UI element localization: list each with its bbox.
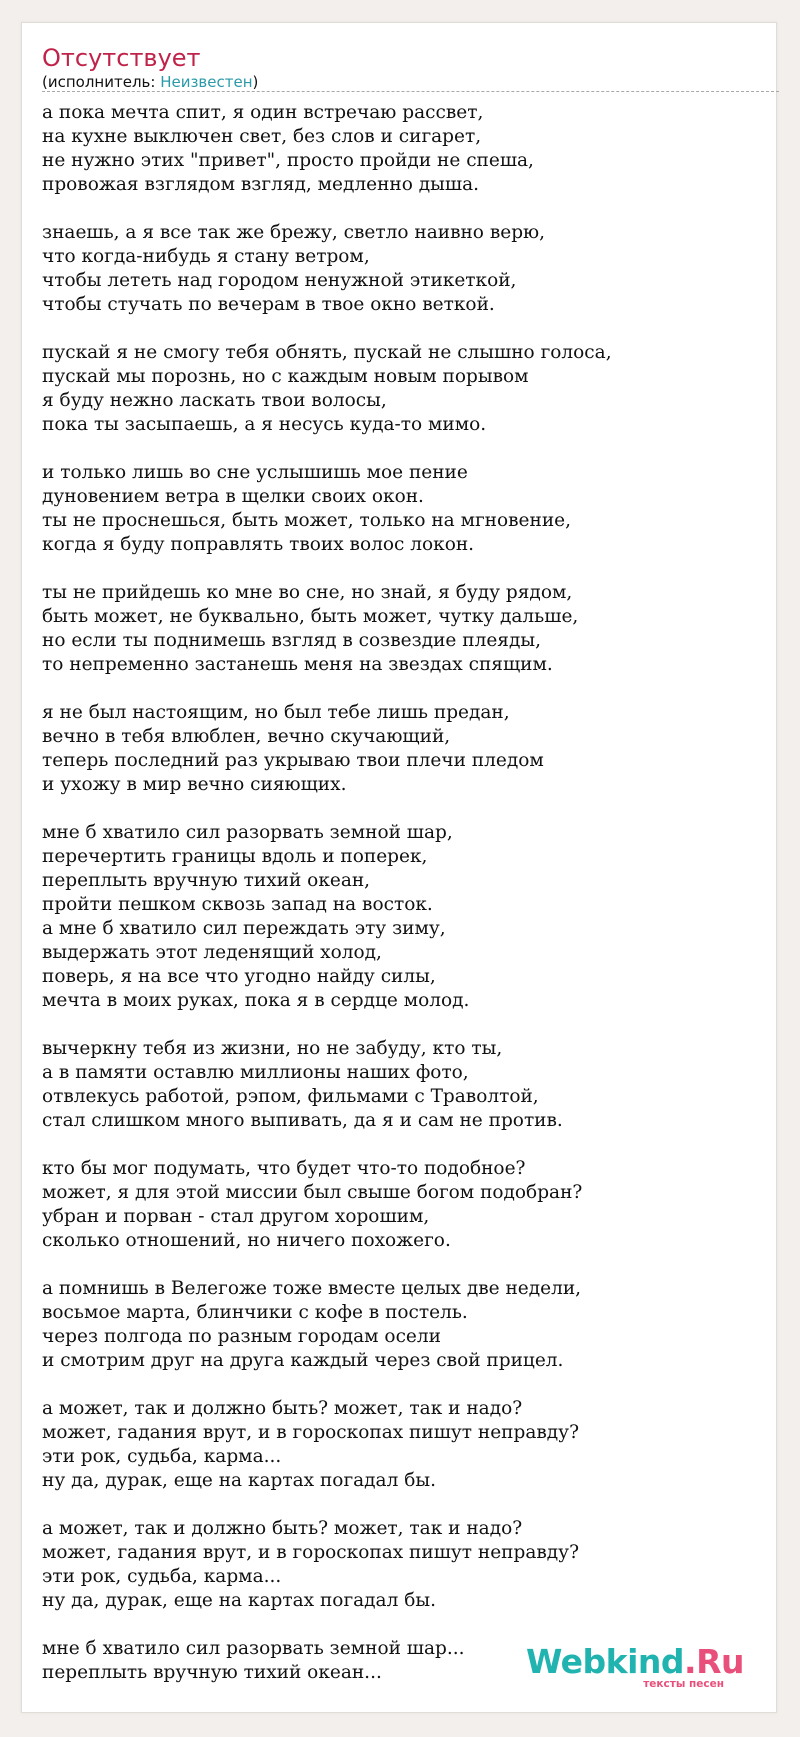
lyrics-line: быть может, не буквально, быть может, чутку дальше, bbox=[42, 606, 579, 627]
artist-suffix: ) bbox=[252, 73, 259, 91]
lyrics-line: ну да, дурак, еще на картах погадал бы. bbox=[42, 1470, 436, 1491]
lyrics-stanza bbox=[42, 341, 772, 437]
lyrics-line: я буду нежно ласкать твои волосы, bbox=[42, 390, 387, 411]
lyrics-line: и смотрим друг на друга каждый через свой прицел. bbox=[42, 1350, 564, 1371]
lyrics-stanza bbox=[42, 461, 772, 557]
lyrics-line: мне б хватило сил разорвать земной шар... bbox=[42, 1638, 465, 1659]
lyrics-line: эти рок, судьба, карма... bbox=[42, 1566, 282, 1587]
lyrics-line: перечертить границы вдоль и поперек, bbox=[42, 846, 428, 867]
logo-wordmark bbox=[526, 1644, 744, 1680]
lyrics-line: знаешь, а я все так же брежу, светло наивно верю, bbox=[42, 222, 546, 243]
lyrics-line: эти рок, судьба, карма... bbox=[42, 1446, 282, 1467]
lyrics-line: стал слишком много выпивать, да я и сам не против. bbox=[42, 1110, 563, 1131]
lyrics-line: восьмое марта, блинчики с кофе в постель. bbox=[42, 1302, 468, 1323]
lyrics-line: на кухне выключен свет, без слов и сигарет, bbox=[42, 126, 482, 147]
lyrics-line: и ухожу в мир вечно сияющих. bbox=[42, 774, 347, 795]
lyrics-line: пускай мы порознь, но с каждым новым порывом bbox=[42, 366, 529, 387]
lyrics-line: убран и порван - стал другом хорошим, bbox=[42, 1206, 430, 1227]
lyrics-line: что когда-нибудь я стану ветром, bbox=[42, 246, 370, 267]
lyrics-line: чтобы лететь над городом ненужной этикеткой, bbox=[42, 270, 517, 291]
artist-line bbox=[42, 72, 258, 92]
artist-prefix: (исполнитель: bbox=[42, 73, 161, 91]
lyrics-stanza bbox=[42, 1157, 772, 1253]
lyrics-line: ты не проснешься, быть может, только на мгновение, bbox=[42, 510, 571, 531]
lyrics-line: дуновением ветра в щелки своих окон. bbox=[42, 486, 424, 507]
lyrics-line: вечно в тебя влюблен, вечно скучающий, bbox=[42, 726, 451, 747]
lyrics-line: сколько отношений, но ничего похожего. bbox=[42, 1230, 451, 1251]
lyrics-line: а пока мечта спит, я один встречаю рассвет, bbox=[42, 102, 484, 123]
lyrics-line: когда я буду поправлять твоих волос локон. bbox=[42, 534, 475, 555]
lyrics-stanza bbox=[42, 1277, 772, 1373]
lyrics-line: пускай я не смогу тебя обнять, пускай не слышно голоса, bbox=[42, 342, 612, 363]
lyrics-line: я не был настоящим, но был тебе лишь предан, bbox=[42, 702, 510, 723]
lyrics-line: то непременно застанешь меня на звездах спящим. bbox=[42, 654, 553, 675]
logo-name: Webkind bbox=[525, 1642, 685, 1681]
lyrics-line: и только лишь во сне услышишь мое пение bbox=[42, 462, 468, 483]
artist-link[interactable]: Неизвестен bbox=[160, 73, 253, 91]
lyrics-line: а мне б хватило сил переждать эту зиму, bbox=[42, 918, 446, 939]
lyrics-text bbox=[42, 101, 772, 1685]
song-title: Отсутствует bbox=[42, 44, 201, 72]
lyrics-line: переплыть вручную тихий океан... bbox=[42, 1662, 382, 1683]
title-divider bbox=[42, 91, 779, 92]
logo-subtitle: тексты песен bbox=[643, 1678, 724, 1690]
lyrics-stanza bbox=[42, 1517, 772, 1613]
lyrics-line: а помнишь в Велегоже тоже вместе целых две недели, bbox=[42, 1278, 582, 1299]
lyrics-line: но если ты поднимешь взгляд в созвездие плеяды, bbox=[42, 630, 541, 651]
lyrics-line: переплыть вручную тихий океан, bbox=[42, 870, 371, 891]
lyrics-line: теперь последний раз укрываю твои плечи пледом bbox=[42, 750, 544, 771]
lyrics-card bbox=[21, 22, 777, 1713]
lyrics-line: не нужно этих "привет", просто пройди не спеша, bbox=[42, 150, 534, 171]
lyrics-line: кто бы мог подумать, что будет что-то подобное? bbox=[42, 1158, 526, 1179]
lyrics-line: ну да, дурак, еще на картах погадал бы. bbox=[42, 1590, 436, 1611]
lyrics-line: а в памяти оставлю миллионы наших фото, bbox=[42, 1062, 469, 1083]
lyrics-line: поверь, я на все что угодно найду силы, bbox=[42, 966, 436, 987]
lyrics-line: пока ты засыпаешь, а я несусь куда-то мимо. bbox=[42, 414, 487, 435]
lyrics-stanza bbox=[42, 821, 772, 1013]
lyrics-stanza bbox=[42, 221, 772, 317]
lyrics-line: выдержать этот леденящий холод, bbox=[42, 942, 382, 963]
lyrics-stanza bbox=[42, 1037, 772, 1133]
logo-tld: .Ru bbox=[684, 1642, 744, 1681]
lyrics-stanza bbox=[42, 701, 772, 797]
lyrics-line: может, я для этой миссии был свыше богом подобран? bbox=[42, 1182, 583, 1203]
lyrics-line: провожая взглядом взгляд, медленно дыша. bbox=[42, 174, 479, 195]
lyrics-line: чтобы стучать по вечерам в твое окно веткой. bbox=[42, 294, 495, 315]
lyrics-line: может, гадания врут, и в гороскопах пишут неправду? bbox=[42, 1422, 579, 1443]
lyrics-line: через полгода по разным городам осели bbox=[42, 1326, 441, 1347]
lyrics-line: может, гадания врут, и в гороскопах пишут неправду? bbox=[42, 1542, 579, 1563]
lyrics-line: ты не прийдешь ко мне во сне, но знай, я буду рядом, bbox=[42, 582, 573, 603]
lyrics-stanza bbox=[42, 1397, 772, 1493]
lyrics-line: а может, так и должно быть? может, так и надо? bbox=[42, 1398, 523, 1419]
lyrics-line: пройти пешком сквозь запад на восток. bbox=[42, 894, 433, 915]
lyrics-line: мне б хватило сил разорвать земной шар, bbox=[42, 822, 453, 843]
lyrics-line: отвлекусь работой, рэпом, фильмами с Траволтой, bbox=[42, 1086, 539, 1107]
lyrics-line: мечта в моих руках, пока я в сердце молод. bbox=[42, 990, 470, 1011]
lyrics-line: вычеркну тебя из жизни, но не забуду, кто ты, bbox=[42, 1038, 503, 1059]
lyrics-stanza bbox=[42, 101, 772, 197]
lyrics-line: а может, так и должно быть? может, так и надо? bbox=[42, 1518, 523, 1539]
webkind-logo[interactable] bbox=[525, 1642, 744, 1690]
lyrics-stanza bbox=[42, 581, 772, 677]
